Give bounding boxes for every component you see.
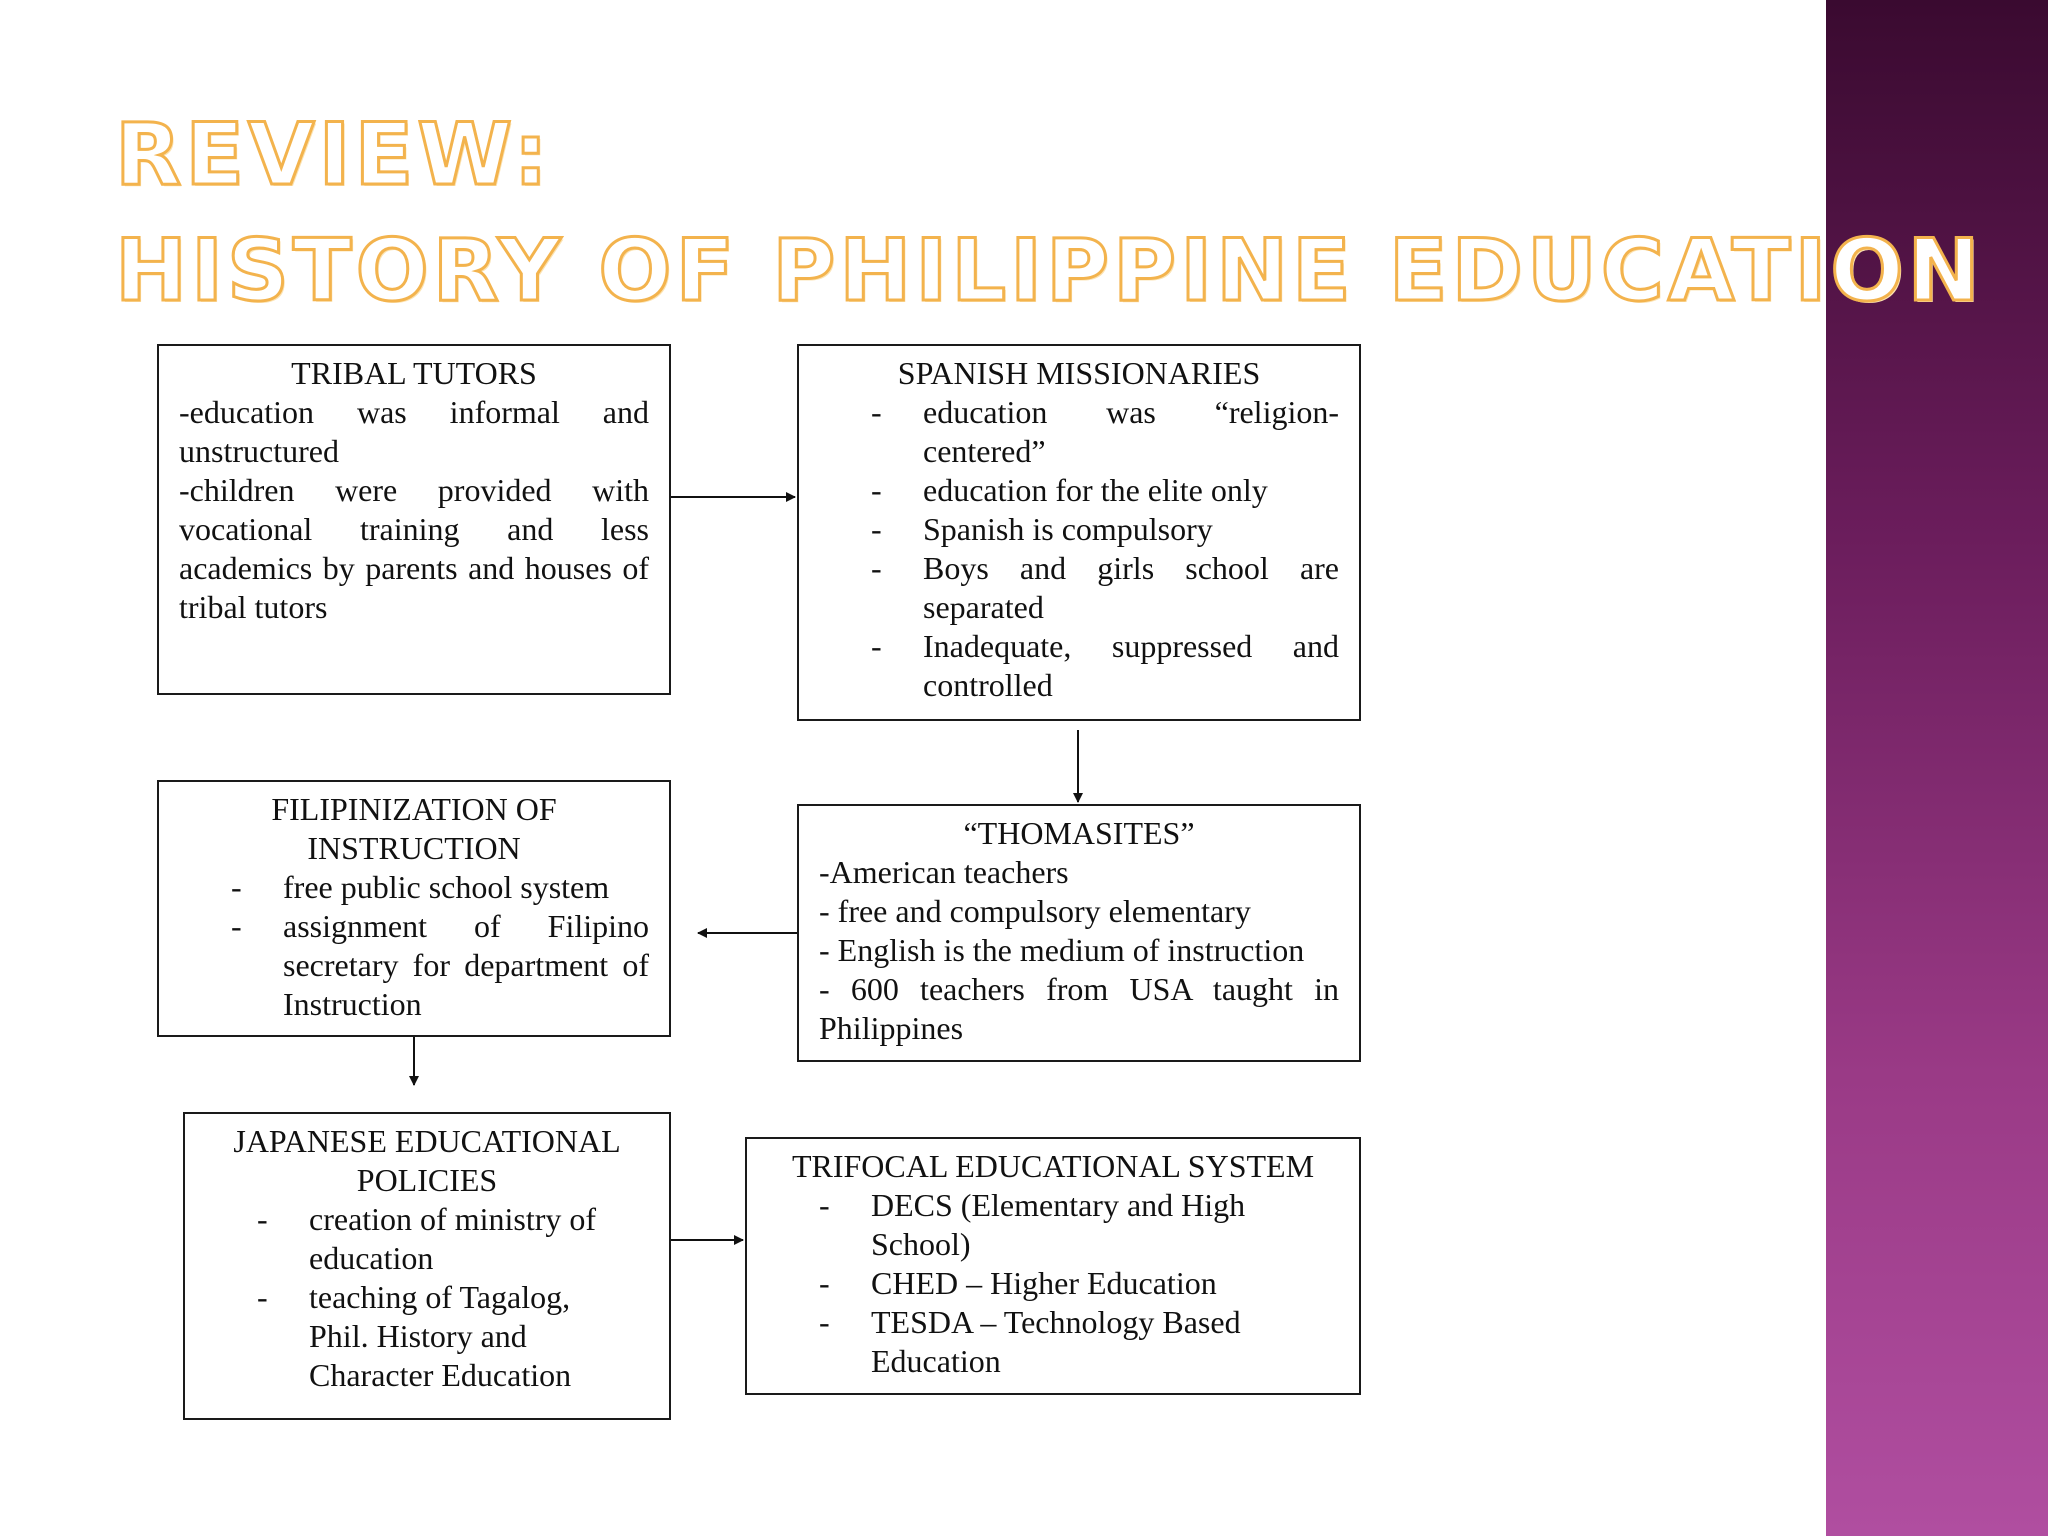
thomasites-heading: “THOMASITES”	[963, 815, 1195, 851]
tribal-tutors-line: -children were provided with vocational training and less academics by parents and houses of tribal tutors	[179, 472, 649, 625]
thomasites-line: -American teachers	[819, 854, 1069, 890]
japanese-heading: JAPANESE EDUCATIONAL POLICIES	[233, 1123, 621, 1198]
spanish-missionaries-heading: SPANISH MISSIONARIES	[897, 355, 1261, 391]
list-item: - free public school system	[231, 868, 649, 907]
slide-title-history: HISTORY OF PHILIPPINE EDUCATION	[115, 221, 1984, 321]
list-item: - education was “religion-centered”	[871, 393, 1339, 471]
list-item: - assignment of Filipino secretary for department of Instruction	[231, 907, 649, 1024]
list-item: - Boys and girls school are separated	[871, 549, 1339, 627]
list-item: - creation of ministry of education	[257, 1200, 649, 1278]
trifocal-heading: TRIFOCAL EDUCATIONAL SYSTEM	[791, 1148, 1315, 1184]
list-item: - CHED – Higher Education	[819, 1264, 1339, 1303]
slide-title-review: REVIEW:	[115, 105, 552, 205]
filipinization-heading: FILIPINIZATION OF INSTRUCTION	[271, 791, 557, 866]
list-item: - DECS (Elementary and High School)	[819, 1186, 1339, 1264]
thomasites-line: - English is the medium of instruction	[819, 932, 1305, 968]
list-item: - TESDA – Technology Based Education	[819, 1303, 1339, 1381]
tribal-tutors-line: -education was informal and unstructured	[179, 394, 649, 469]
thomasites-line: - free and compulsory elementary	[819, 893, 1251, 929]
list-item: - teaching of Tagalog, Phil. History and Character Education	[257, 1278, 649, 1395]
list-item: - education for the elite only	[871, 471, 1339, 510]
tribal-tutors-heading: TRIBAL TUTORS	[291, 355, 537, 391]
list-item: - Inadequate, suppressed and controlled	[871, 627, 1339, 705]
list-item: - Spanish is compulsory	[871, 510, 1339, 549]
thomasites-line: - 600 teachers from USA taught in Philippines	[819, 971, 1339, 1046]
